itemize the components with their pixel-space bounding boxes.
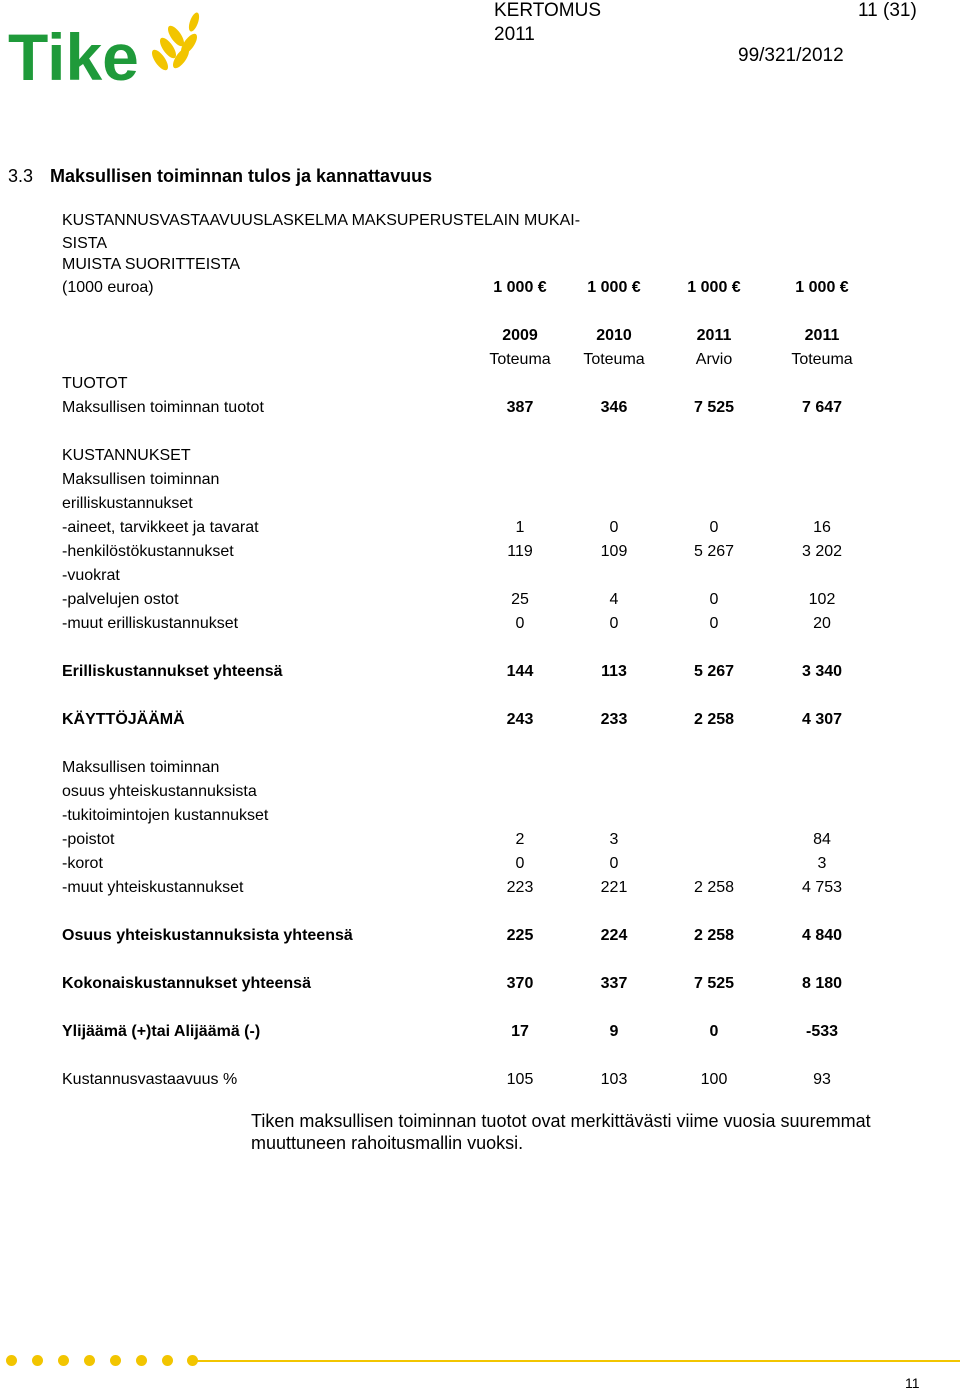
type-cell: Arvio	[695, 351, 733, 368]
row-value: 346	[600, 399, 628, 416]
row-value: 25	[511, 591, 529, 608]
table-row	[62, 444, 882, 468]
row-value: 5 267	[693, 663, 735, 680]
row-value: 225	[506, 927, 534, 944]
unit-cell: 1 000 €	[687, 279, 741, 296]
unit-row	[62, 276, 882, 300]
row-label: -muut yhteiskustannukset	[62, 879, 244, 896]
table-row	[62, 372, 882, 396]
row-label: TUOTOT	[62, 375, 128, 392]
row-label: Ylijäämä (+)tai Alijäämä (-)	[62, 1023, 261, 1040]
row-label: -vuokrat	[62, 567, 120, 584]
row-value: 337	[600, 975, 628, 992]
row-label: Kokonaiskustannukset yhteensä	[62, 975, 311, 992]
footer-dot	[110, 1355, 121, 1366]
year-row	[62, 324, 882, 348]
row-value: 3	[817, 855, 827, 872]
row-value: 3 340	[801, 663, 843, 680]
row-label: erilliskustannukset	[62, 495, 193, 512]
footer-dot	[32, 1355, 43, 1366]
row-label: -tukitoimintojen kustannukset	[62, 807, 269, 824]
row-value: 8 180	[801, 975, 843, 992]
row-label: -henkilöstökustannukset	[62, 543, 234, 560]
table-row	[62, 516, 882, 540]
table-row	[62, 588, 882, 612]
footer-dot	[6, 1355, 17, 1366]
row-value: 0	[709, 519, 719, 536]
row-value: 233	[600, 711, 628, 728]
row-label: -korot	[62, 855, 103, 872]
document-reference: 99/321/2012	[738, 45, 844, 66]
row-label: KUSTANNUKSET	[62, 447, 191, 464]
year-cell: 2011	[696, 327, 732, 344]
section-title-text: Maksullisen toiminnan tulos ja kannattavuus	[50, 166, 433, 186]
row-value: 105	[506, 1071, 534, 1088]
footer-dot	[162, 1355, 173, 1366]
row-value: 2	[515, 831, 525, 848]
row-label: -palvelujen ostot	[62, 591, 179, 608]
row-value: 0	[709, 591, 719, 608]
unit-cell: 1 000 €	[587, 279, 641, 296]
unit-cell: 1 000 €	[493, 279, 547, 296]
row-value: 2 258	[693, 927, 735, 944]
row-value: 370	[506, 975, 534, 992]
table-row	[62, 612, 882, 636]
row-value: 243	[506, 711, 534, 728]
logo-text: Tike	[8, 20, 139, 88]
row-value: 0	[609, 615, 619, 632]
type-cell: Toteuma	[583, 351, 645, 368]
row-value: 9	[609, 1023, 619, 1040]
table-row	[62, 396, 882, 420]
row-label: KÄYTTÖJÄÄMÄ	[62, 711, 185, 728]
table-row	[62, 540, 882, 564]
table-row	[62, 492, 882, 516]
year-cell: 2010	[596, 327, 632, 344]
row-value: 0	[609, 519, 619, 536]
row-value: 3 202	[801, 543, 843, 560]
table-row	[62, 924, 882, 948]
row-label: osuus yhteiskustannuksista	[62, 783, 257, 800]
row-value: -533	[805, 1023, 839, 1040]
section-number: 3.3	[8, 166, 34, 186]
row-value: 4 753	[801, 879, 843, 896]
wheat-icon	[149, 11, 201, 72]
table-heading-sub	[62, 253, 240, 276]
row-value: 119	[507, 543, 533, 560]
table-row	[62, 876, 882, 900]
row-value: 93	[813, 1071, 831, 1088]
row-value: 16	[813, 519, 831, 536]
row-value: 20	[813, 615, 831, 632]
row-label: -muut erilliskustannukset	[62, 615, 239, 632]
type-cell: Toteuma	[791, 351, 853, 368]
table-row	[62, 756, 882, 780]
row-value: 224	[600, 927, 628, 944]
footer-dot	[84, 1355, 95, 1366]
row-label: -aineet, tarvikkeet ja tavarat	[62, 519, 259, 536]
footer-divider	[190, 1360, 960, 1362]
row-value: 5 267	[693, 543, 735, 560]
note-paragraph: Tiken maksullisen toiminnan tuotot ovat merkittävästi viime vuosia suuremmat muuttuneen rahoitusmallin vuoksi.	[251, 1111, 871, 1153]
table-heading-line: MUISTA SUORITTEISTA	[62, 256, 241, 273]
row-value: 113	[601, 663, 627, 680]
row-value: 0	[709, 615, 719, 632]
table-row	[62, 1068, 882, 1092]
table-heading-line: SISTA	[62, 235, 108, 252]
table-row	[62, 828, 882, 852]
section-title	[8, 166, 432, 187]
footer-dot	[136, 1355, 147, 1366]
row-value: 100	[700, 1071, 728, 1088]
row-value: 1	[515, 519, 525, 536]
table-row	[62, 852, 882, 876]
row-value: 0	[515, 855, 525, 872]
tike-logo	[8, 8, 208, 88]
row-value: 103	[600, 1071, 628, 1088]
row-value: 3	[609, 831, 619, 848]
page-indicator: 11 (31)	[858, 0, 917, 21]
row-value: 221	[600, 879, 628, 896]
row-value: 102	[808, 591, 836, 608]
table-heading	[62, 209, 580, 255]
table-heading-line: KUSTANNUSVASTAAVUUSLASKELMA MAKSUPERUSTELAIN MUKAI-	[62, 212, 581, 229]
row-label: Kustannusvastaavuus %	[62, 1071, 238, 1088]
row-label: Maksullisen toiminnan	[62, 471, 220, 488]
row-value: 17	[511, 1023, 529, 1040]
row-value: 0	[515, 615, 525, 632]
table-row	[62, 972, 882, 996]
row-value: 7 525	[693, 975, 735, 992]
row-value: 2 258	[693, 879, 735, 896]
row-value: 4 307	[801, 711, 843, 728]
table-row	[62, 564, 882, 588]
row-value: 0	[609, 855, 619, 872]
row-label: Osuus yhteiskustannuksista yhteensä	[62, 927, 353, 944]
document-type: KERTOMUS	[494, 0, 601, 21]
row-value: 4	[609, 591, 619, 608]
document-year: 2011	[494, 24, 535, 45]
row-value: 144	[506, 663, 534, 680]
footer-dot	[58, 1355, 69, 1366]
row-label: Erilliskustannukset yhteensä	[62, 663, 283, 680]
type-cell: Toteuma	[489, 351, 551, 368]
type-row	[62, 348, 882, 372]
unit-cell: 1 000 €	[795, 279, 849, 296]
table-row	[62, 780, 882, 804]
unit-label: (1000 euroa)	[62, 279, 154, 296]
table-row	[62, 1020, 882, 1044]
table-row	[62, 804, 882, 828]
footer-page-number: 11	[905, 1375, 920, 1391]
row-label: -poistot	[62, 831, 115, 848]
row-label: Maksullisen toiminnan tuotot	[62, 399, 264, 416]
table-row	[62, 660, 882, 684]
row-value: 2 258	[693, 711, 735, 728]
row-value: 109	[600, 543, 628, 560]
row-value: 0	[709, 1023, 719, 1040]
row-value: 7 647	[801, 399, 843, 416]
year-cell: 2009	[502, 327, 538, 344]
row-value: 387	[506, 399, 534, 416]
row-value: 7 525	[693, 399, 735, 416]
row-value: 223	[506, 879, 534, 896]
year-cell: 2011	[804, 327, 840, 344]
table-row	[62, 468, 882, 492]
row-value: 84	[813, 831, 831, 848]
table-row	[62, 708, 882, 732]
row-value: 4 840	[801, 927, 843, 944]
row-label: Maksullisen toiminnan	[62, 759, 220, 776]
